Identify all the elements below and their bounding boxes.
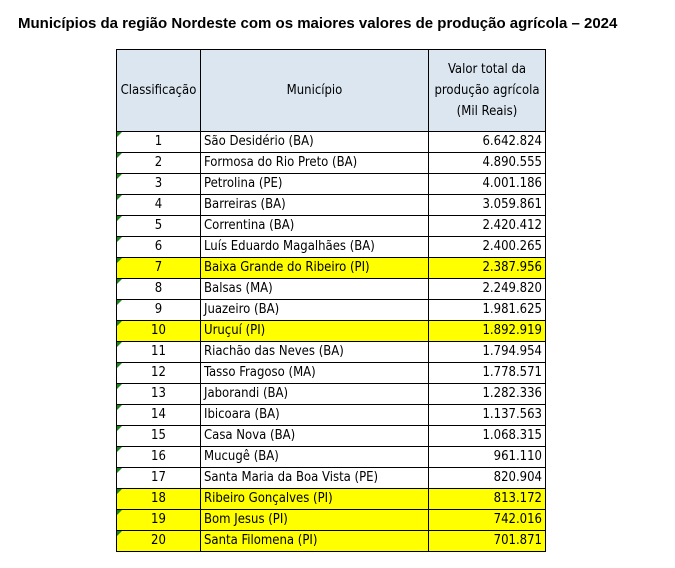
valor-cell: 1.778.571 (429, 363, 546, 384)
table-row (117, 531, 546, 552)
valor-cell: 2.400.265 (429, 237, 546, 258)
municipio-cell: Riachão das Neves (BA) (201, 342, 429, 363)
rank-cell: 5 (117, 216, 201, 237)
header-classificacao: Classificação (117, 50, 201, 132)
rank-cell: 17 (117, 468, 201, 489)
valor-cell: 4.001.186 (429, 174, 546, 195)
municipio-cell: Correntina (BA) (201, 216, 429, 237)
table-row (117, 132, 546, 153)
table-row (117, 384, 546, 405)
valor-cell: 820.904 (429, 468, 546, 489)
valor-cell: 1.137.563 (429, 405, 546, 426)
table-row (117, 153, 546, 174)
rank-cell: 15 (117, 426, 201, 447)
rank-cell: 14 (117, 405, 201, 426)
ranking-table (116, 49, 546, 552)
table-row (117, 279, 546, 300)
municipio-cell: Jaborandi (BA) (201, 384, 429, 405)
table-row (117, 489, 546, 510)
table-row (117, 321, 546, 342)
valor-cell: 961.110 (429, 447, 546, 468)
rank-cell: 4 (117, 195, 201, 216)
valor-cell: 1.068.315 (429, 426, 546, 447)
municipio-cell: Bom Jesus (PI) (201, 510, 429, 531)
table-row (117, 405, 546, 426)
valor-cell: 2.249.820 (429, 279, 546, 300)
rank-cell: 10 (117, 321, 201, 342)
municipio-cell: Mucugê (BA) (201, 447, 429, 468)
table-row (117, 237, 546, 258)
page-title: Municípios da região Nordeste com os maiores valores de produção agrícola – 2024 (18, 15, 618, 32)
table-row (117, 174, 546, 195)
table-row (117, 342, 546, 363)
rank-cell: 9 (117, 300, 201, 321)
municipio-cell: Barreiras (BA) (201, 195, 429, 216)
rank-cell: 19 (117, 510, 201, 531)
municipio-cell: Petrolina (PE) (201, 174, 429, 195)
rank-cell: 7 (117, 258, 201, 279)
valor-cell: 813.172 (429, 489, 546, 510)
valor-cell: 1.892.919 (429, 321, 546, 342)
municipio-cell: Ribeiro Gonçalves (PI) (201, 489, 429, 510)
rank-cell: 13 (117, 384, 201, 405)
header-valor: Valor total da produção agrícola (Mil Reais) (429, 50, 546, 132)
municipio-cell: Tasso Fragoso (MA) (201, 363, 429, 384)
valor-cell: 1.282.336 (429, 384, 546, 405)
rank-cell: 12 (117, 363, 201, 384)
valor-cell: 6.642.824 (429, 132, 546, 153)
rank-cell: 11 (117, 342, 201, 363)
table-header-row (117, 50, 546, 132)
municipio-cell: Balsas (MA) (201, 279, 429, 300)
valor-cell: 4.890.555 (429, 153, 546, 174)
municipio-cell: Santa Filomena (PI) (201, 531, 429, 552)
header-municipio: Município (201, 50, 429, 132)
rank-cell: 16 (117, 447, 201, 468)
rank-cell: 1 (117, 132, 201, 153)
table-row (117, 195, 546, 216)
municipio-cell: São Desidério (BA) (201, 132, 429, 153)
table-row (117, 510, 546, 531)
valor-cell: 3.059.861 (429, 195, 546, 216)
valor-cell: 742.016 (429, 510, 546, 531)
municipio-cell: Uruçuí (PI) (201, 321, 429, 342)
municipio-cell: Formosa do Rio Preto (BA) (201, 153, 429, 174)
rank-cell: 18 (117, 489, 201, 510)
table-row (117, 426, 546, 447)
rank-cell: 2 (117, 153, 201, 174)
valor-cell: 701.871 (429, 531, 546, 552)
municipio-cell: Santa Maria da Boa Vista (PE) (201, 468, 429, 489)
table-row (117, 258, 546, 279)
municipio-cell: Casa Nova (BA) (201, 426, 429, 447)
municipio-cell: Baixa Grande do Ribeiro (PI) (201, 258, 429, 279)
valor-cell: 2.387.956 (429, 258, 546, 279)
municipio-cell: Ibicoara (BA) (201, 405, 429, 426)
municipio-cell: Juazeiro (BA) (201, 300, 429, 321)
rank-cell: 20 (117, 531, 201, 552)
valor-cell: 2.420.412 (429, 216, 546, 237)
rank-cell: 6 (117, 237, 201, 258)
table-row (117, 468, 546, 489)
table-row (117, 363, 546, 384)
table-body (117, 132, 546, 552)
rank-cell: 8 (117, 279, 201, 300)
valor-cell: 1.981.625 (429, 300, 546, 321)
municipio-cell: Luís Eduardo Magalhães (BA) (201, 237, 429, 258)
table-row (117, 216, 546, 237)
rank-cell: 3 (117, 174, 201, 195)
valor-cell: 1.794.954 (429, 342, 546, 363)
table-row (117, 300, 546, 321)
table-row (117, 447, 546, 468)
